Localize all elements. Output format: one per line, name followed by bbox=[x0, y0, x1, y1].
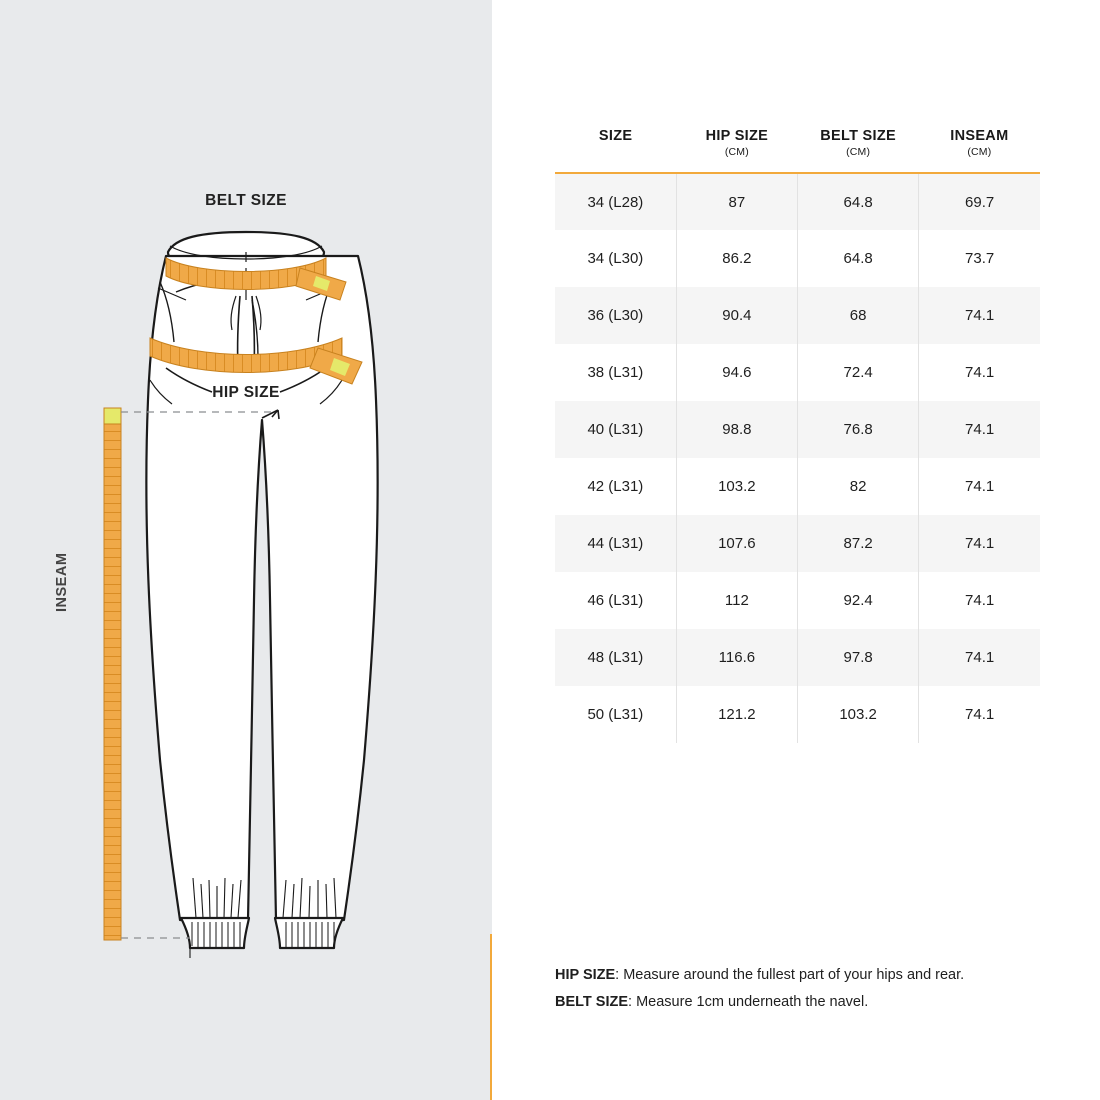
cell-hip: 112 bbox=[676, 572, 797, 629]
cell-belt: 103.2 bbox=[798, 686, 919, 743]
cell-size: 34 (L30) bbox=[555, 230, 676, 287]
cell-inseam: 74.1 bbox=[919, 686, 1040, 743]
pants-illustration bbox=[0, 0, 492, 1100]
belt-size-label: BELT SIZE bbox=[205, 192, 287, 209]
cell-inseam: 74.1 bbox=[919, 572, 1040, 629]
content-panel bbox=[492, 0, 1100, 1100]
cell-hip: 86.2 bbox=[676, 230, 797, 287]
note-belt-term: BELT SIZE bbox=[555, 994, 629, 1010]
cell-hip: 94.6 bbox=[676, 344, 797, 401]
cell-hip: 98.8 bbox=[676, 401, 797, 458]
table-row bbox=[555, 344, 1040, 401]
table-header-row bbox=[555, 128, 1040, 173]
cell-belt: 87.2 bbox=[798, 515, 919, 572]
table-row bbox=[555, 401, 1040, 458]
cell-size: 44 (L31) bbox=[555, 515, 676, 572]
cell-belt: 64.8 bbox=[798, 173, 919, 230]
cell-size: 46 (L31) bbox=[555, 572, 676, 629]
size-table-wrap bbox=[555, 128, 1040, 743]
table-row bbox=[555, 173, 1040, 230]
column-header-inseam-label: INSEAM bbox=[950, 128, 1009, 144]
cell-hip: 103.2 bbox=[676, 458, 797, 515]
cell-inseam: 74.1 bbox=[919, 401, 1040, 458]
cell-belt: 92.4 bbox=[798, 572, 919, 629]
cell-size: 50 (L31) bbox=[555, 686, 676, 743]
cell-hip: 116.6 bbox=[676, 629, 797, 686]
table-row bbox=[555, 686, 1040, 743]
inseam-ruler-icon bbox=[104, 408, 121, 940]
cell-size: 38 (L31) bbox=[555, 344, 676, 401]
cell-hip: 121.2 bbox=[676, 686, 797, 743]
cell-hip: 107.6 bbox=[676, 515, 797, 572]
cell-inseam: 73.7 bbox=[919, 230, 1040, 287]
cell-inseam: 69.7 bbox=[919, 173, 1040, 230]
cell-belt: 76.8 bbox=[798, 401, 919, 458]
cell-inseam: 74.1 bbox=[919, 458, 1040, 515]
cell-belt: 72.4 bbox=[798, 344, 919, 401]
column-header-hip-label: HIP SIZE bbox=[705, 128, 769, 144]
cell-size: 34 (L28) bbox=[555, 173, 676, 230]
cell-size: 36 (L30) bbox=[555, 287, 676, 344]
cell-belt: 64.8 bbox=[798, 230, 919, 287]
cell-belt: 97.8 bbox=[798, 629, 919, 686]
size-table-head bbox=[555, 128, 1040, 173]
table-row bbox=[555, 287, 1040, 344]
column-header-size bbox=[555, 128, 676, 173]
table-row bbox=[555, 572, 1040, 629]
size-table bbox=[555, 128, 1040, 743]
cell-inseam: 74.1 bbox=[919, 287, 1040, 344]
cell-inseam: 74.1 bbox=[919, 344, 1040, 401]
table-row bbox=[555, 458, 1040, 515]
note-hip-text: : Measure around the fullest part of your hips and rear. bbox=[615, 967, 965, 983]
column-header-inseam bbox=[919, 128, 1040, 173]
table-row bbox=[555, 230, 1040, 287]
column-header-belt bbox=[798, 128, 919, 173]
note-belt-text: : Measure 1cm underneath the navel. bbox=[628, 994, 869, 1010]
cell-hip: 90.4 bbox=[676, 287, 797, 344]
column-header-belt-unit: (CM) bbox=[846, 146, 871, 158]
size-table-body bbox=[555, 173, 1040, 743]
column-header-hip-unit: (CM) bbox=[724, 146, 749, 158]
cell-size: 40 (L31) bbox=[555, 401, 676, 458]
table-row bbox=[555, 629, 1040, 686]
note-belt bbox=[555, 989, 1075, 1016]
cell-inseam: 74.1 bbox=[919, 515, 1040, 572]
column-header-belt-label: BELT SIZE bbox=[820, 128, 896, 144]
illustration-panel bbox=[0, 0, 492, 1100]
cell-belt: 68 bbox=[798, 287, 919, 344]
measurement-notes bbox=[555, 962, 1075, 1016]
table-row bbox=[555, 515, 1040, 572]
inseam-label: INSEAM bbox=[54, 552, 70, 612]
cell-size: 48 (L31) bbox=[555, 629, 676, 686]
note-hip-term: HIP SIZE bbox=[555, 967, 616, 983]
cell-size: 42 (L31) bbox=[555, 458, 676, 515]
cell-hip: 87 bbox=[676, 173, 797, 230]
hip-size-label: HIP SIZE bbox=[212, 384, 280, 401]
column-header-inseam-unit: (CM) bbox=[967, 146, 992, 158]
column-header-size-label: SIZE bbox=[598, 128, 633, 144]
column-header-hip bbox=[676, 128, 797, 173]
cell-belt: 82 bbox=[798, 458, 919, 515]
cell-inseam: 74.1 bbox=[919, 629, 1040, 686]
note-hip bbox=[555, 962, 1075, 989]
